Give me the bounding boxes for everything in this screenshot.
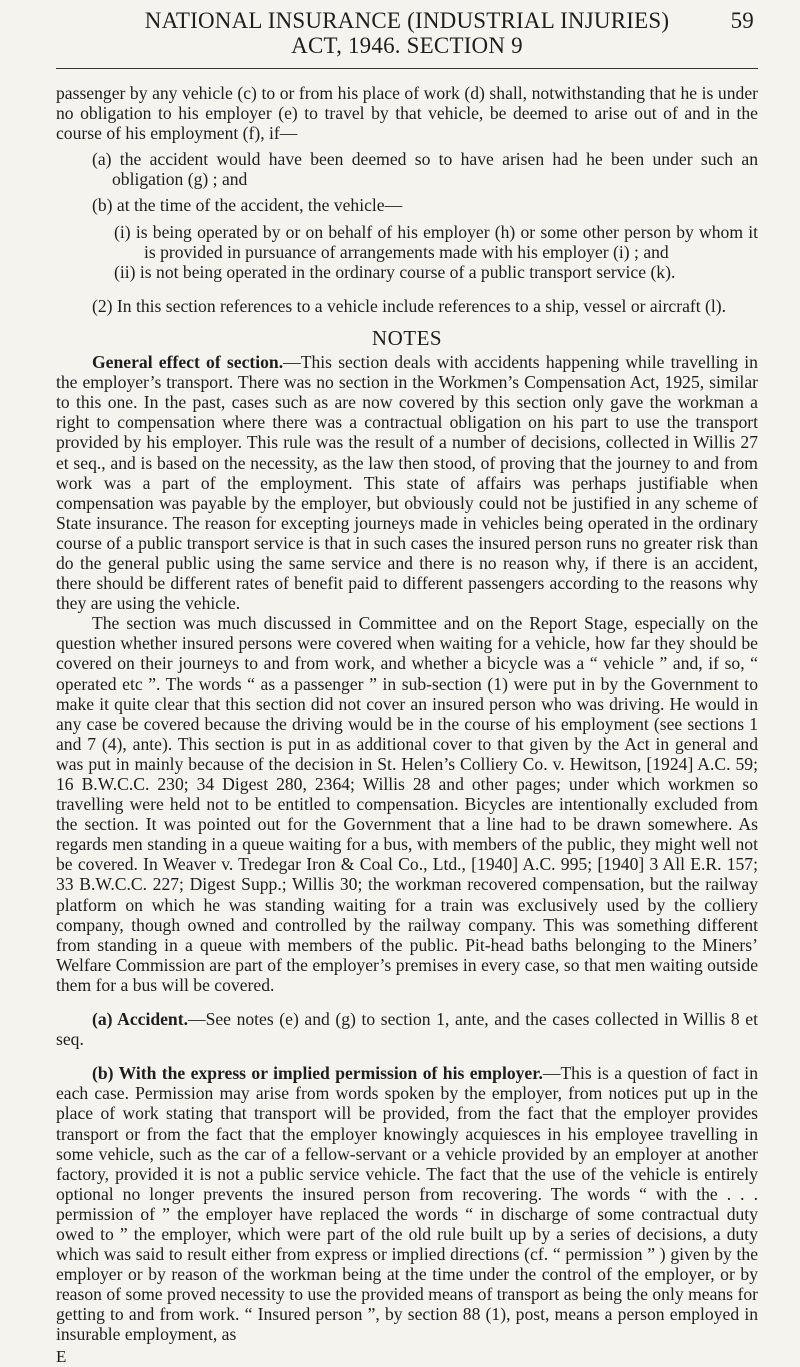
note-general-title: General effect of section. bbox=[92, 352, 284, 373]
notes-heading: NOTES bbox=[371, 325, 443, 350]
statute-opening: passenger by any vehicle (c) to or from his place of work (d) shall, notwithstanding that he is under no obligation to his employer (e) to travel by that vehicle, be deemed to arise out of and in the course of his employment (f), if— bbox=[56, 83, 758, 144]
note-general-text: —This section deals with accidents happening while travelling in the employer’s transport. There was no section in the Workmen’s Compensation Act, 1925, similar to this one. In the past, cases such as are now covered by this section only gave the workman a right to compensation where there was a contractual obligation on his part to use the transport provided by his employer. This rule was the result of a number of decisions, collected in Willis 27 et seq., and is based on the necessity, as the law then stood, of proving that the journey to and from work was a part of the employment. This state of affairs was perhaps justifiable when compensation was payable by the employer, but obviously could not be justified in any scheme of State insurance. The reason for excepting journeys made in vehicles being operated in the ordinary course of a public transport service is that in such cases the insured person runs no greater risk than do the general public using the same service and there is no reason why, if there is an accident, there should be different rates of benefit paid to different passengers according to the reasons why they are using the vehicle. bbox=[56, 352, 758, 614]
running-head-title: NATIONAL INSURANCE (INDUSTRIAL INJURIES) bbox=[144, 8, 670, 33]
note-a bbox=[56, 1009, 758, 1049]
note-b-title: (b) With the express or implied permission of his employer. bbox=[92, 1063, 543, 1084]
running-head-section: ACT, 1946. SECTION 9 bbox=[291, 33, 523, 58]
statute-subsection-2: (2) In this section references to a vehicle include references to a ship, vessel or aircraft (l). bbox=[92, 295, 727, 316]
note-general-p2: The section was much discussed in Committee and on the Report Stage, especially on the question whether insured persons were covered when waiting for a vehicle, how far they should be covered on their journeys to and from work, and whether a bicycle was a “ vehicle ” and, if so, “ operated etc ”. The words “ as a passenger ” in sub-section (1) were put in by the Government to make it quite clear that this section did not cover an insured person who was driving. He would in any case be covered because the driving would be in the course of his employment (see sections 1 and 7 (4), ante). This section is put in as additional cover to that given by the Act in general and was put in mainly because of the decision in St. Helen’s Colliery Co. v. Hewitson, [1924] A.C. 59; 16 B.W.C.C. 230; 34 Digest 280, 2364; Willis 28 and other pages; under which workmen so travelling were held not to be entitled to compensation. Bicycles are intentionally excluded from the section. It was pointed out for the Government that a line had to be drawn somewhere. As regards men standing in a queue waiting for a bus, with members of the public, they might well not be covered. In Weaver v. Tredegar Iron & Coal Co., Ltd., [1940] A.C. 995; [1940] 3 All E.R. 157; 33 B.W.C.C. 227; Digest Supp.; Willis 30; the workman recovered compensation, but the railway platform on which he was standing waiting for a train was exclusively used by the colliery company, though owned and controlled by the railway company. This was something different from standing in a queue with members of the public. Pit-head baths belonging to the Miners’ Welfare Commission are part of the employer’s premises in every case, so that men waiting outside them for a bus will be covered. bbox=[56, 613, 758, 995]
header-rule bbox=[56, 68, 758, 69]
running-head bbox=[56, 8, 758, 58]
note-a-text: —See notes (e) and (g) to section 1, ante, and the cases collected in Willis 8 et seq. bbox=[56, 1009, 758, 1050]
statute-para-b: (b) at the time of the accident, the vehicle— bbox=[92, 195, 403, 216]
note-general-p1 bbox=[56, 352, 758, 613]
statute-para-b-i: (i) is being operated by or on behalf of his employer (h) or some other person by whom it is provided in pursuance of arrangements made with his employer (i) ; and bbox=[114, 221, 758, 262]
statute-para-b-ii: (ii) is not being operated in the ordinary course of a public transport service (k). bbox=[114, 261, 676, 282]
statute-para-a: (a) the accident would have been deemed so to have arisen had he been under such an obligation (g) ; and bbox=[92, 149, 758, 190]
signature-mark: E bbox=[56, 1346, 67, 1366]
page-number: 59 bbox=[730, 8, 754, 33]
note-a-title: (a) Accident. bbox=[92, 1009, 188, 1030]
note-b-text: —This is a question of fact in each case. Permission may arise from words spoken by the employer, from notices put up in the place of work stating that transport will be provided, from the fact that the employer provides transport or from the fact that the employer knowingly acquiesces in his employee travelling in some vehicle, such as the car of a fellow-servant or a vehicle provided by an employer at another factory, provided it is not a public service vehicle. The fact that the use of the vehicle is entirely optional no longer prevents the insured person from recovering. The words “ with the . . . permission of ” the employer have replaced the words “ in discharge of some contractual duty owed to ” the employer, which were part of the old rule built up by a series of decisions, a duty which was said to result either from express or implied directions (cf. “ permission ” ) given by the employer or by reason of the workman being at the time under the control of the employer, or by reason of some proved necessity to use the provided means of transport as being the only means for getting to and from work. “ Insured person ”, by section 88 (1), post, means a person employed in insurable employment, as bbox=[56, 1063, 758, 1345]
note-b bbox=[56, 1063, 758, 1344]
page-body bbox=[56, 83, 758, 1367]
